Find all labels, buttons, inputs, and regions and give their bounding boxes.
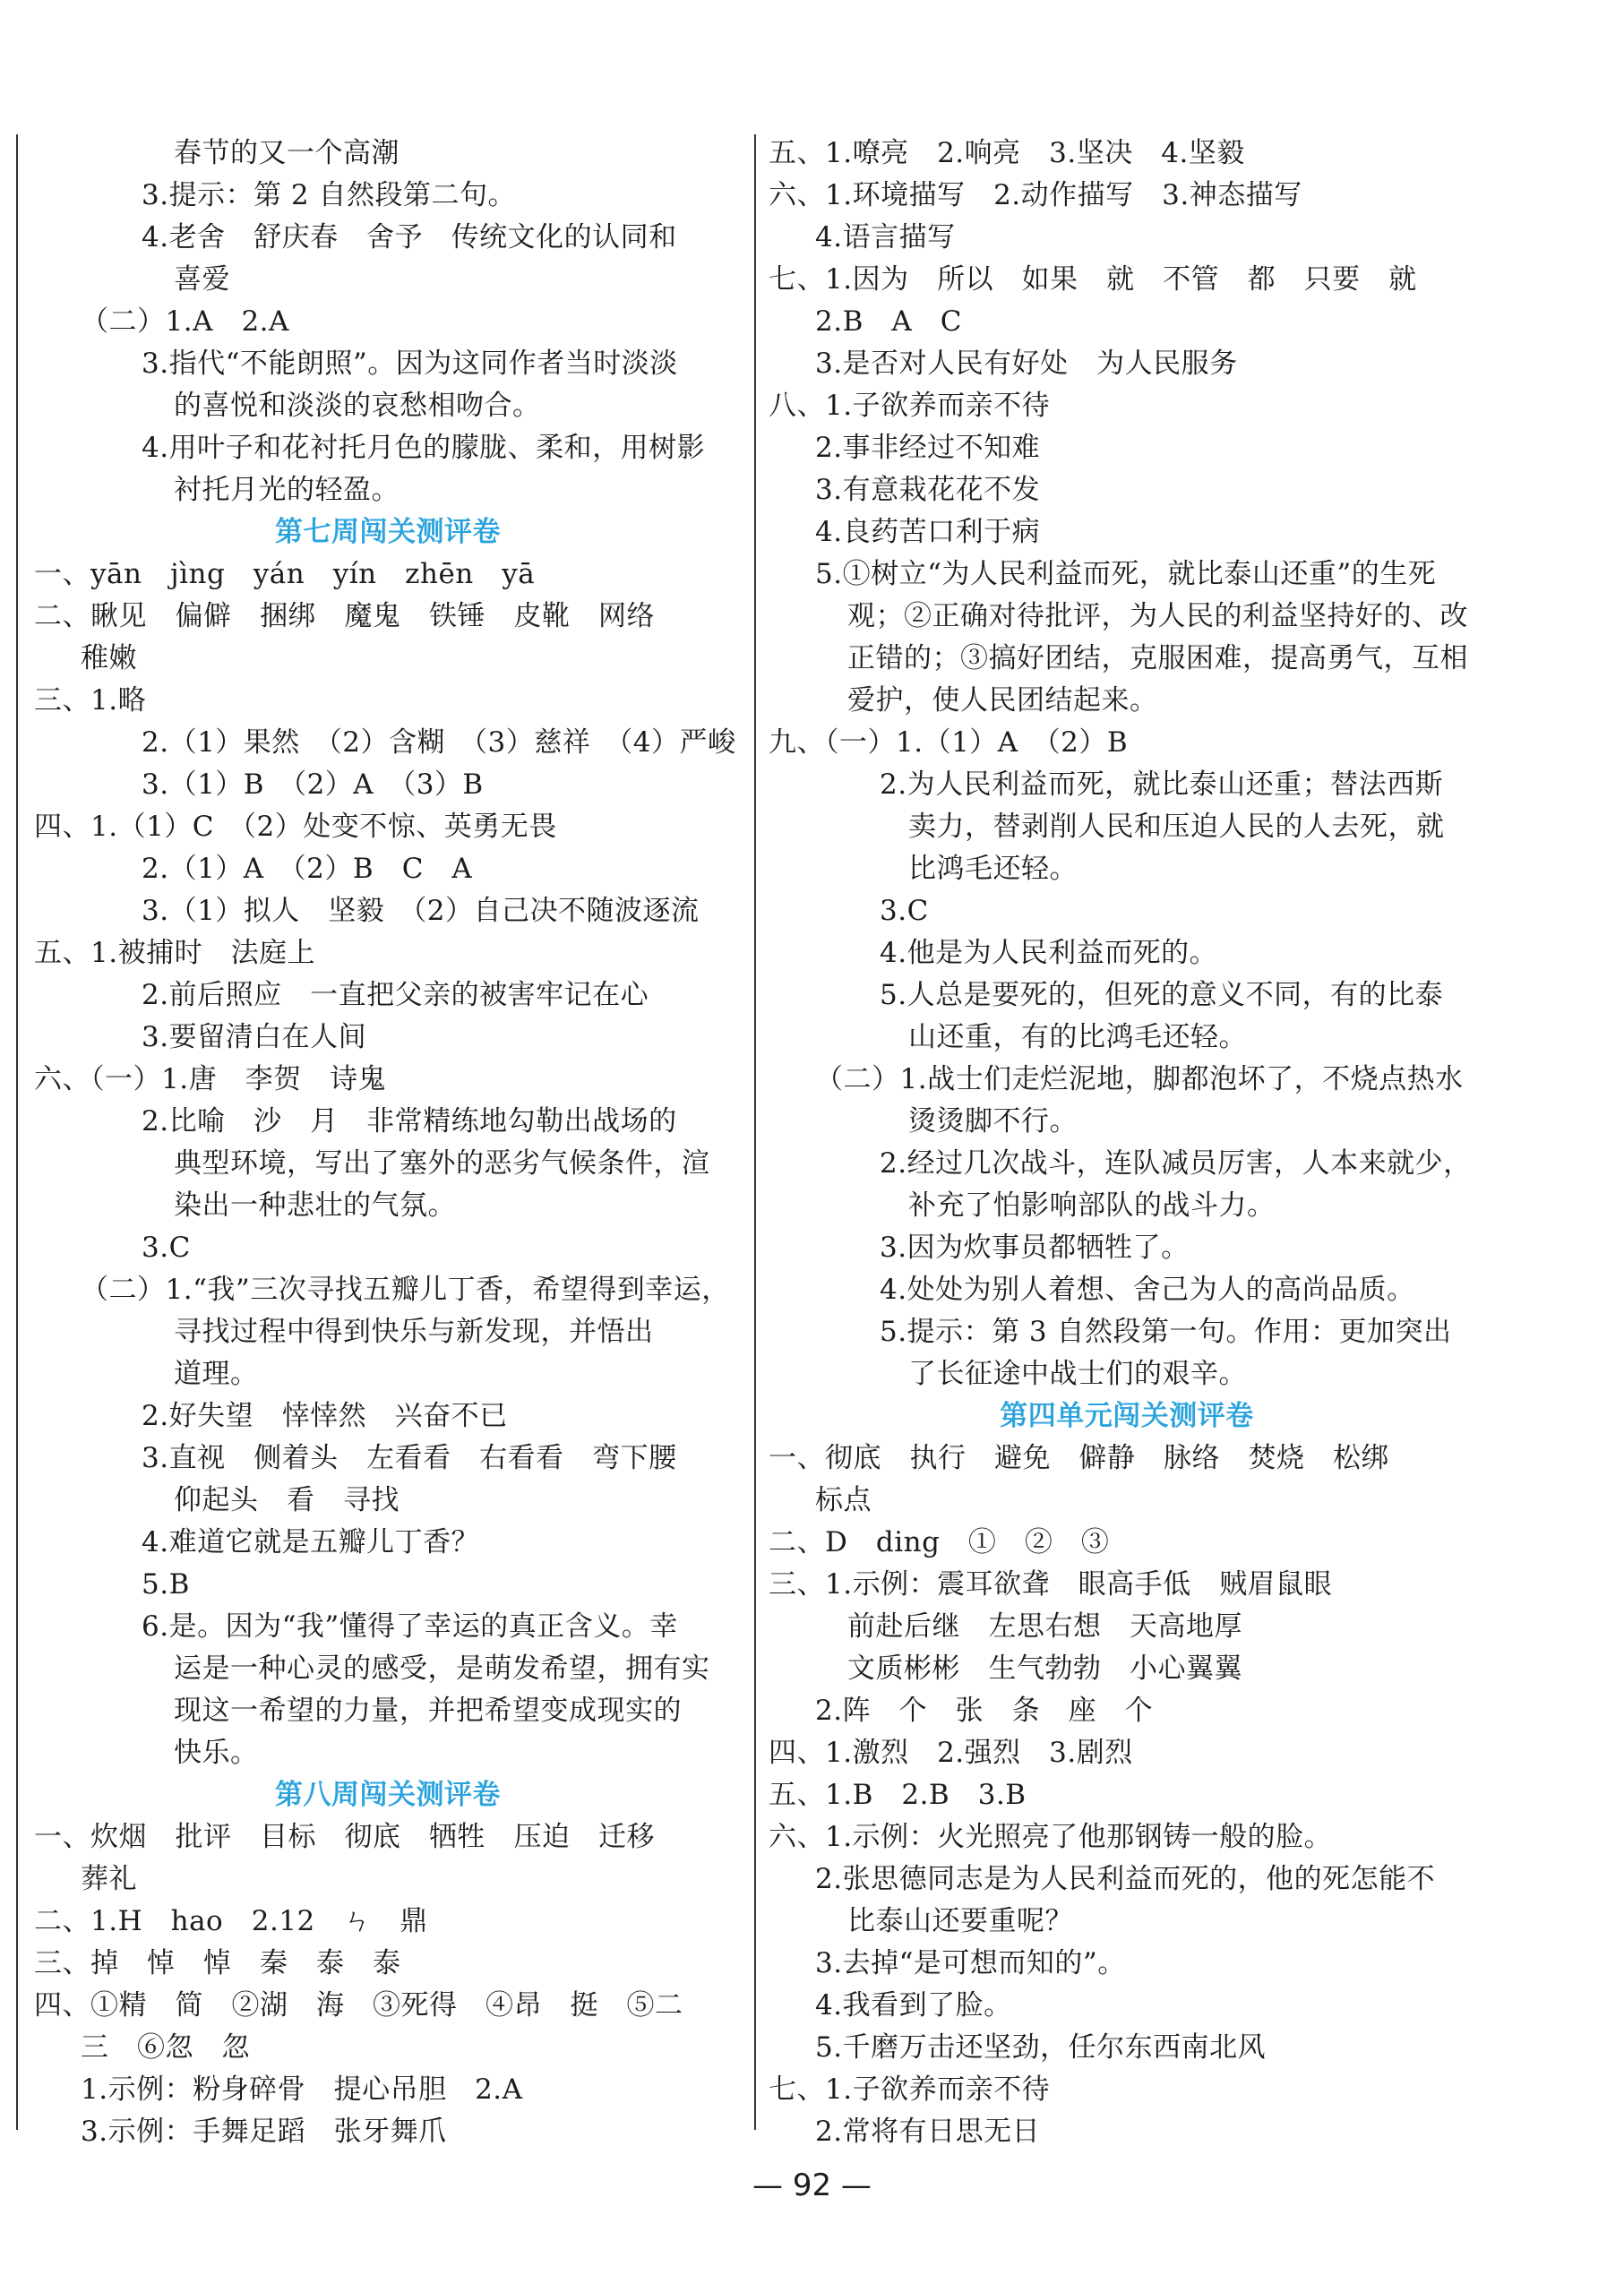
answer-line: 四、1.（1）C （2）处变不惊、英勇无畏 — [34, 811, 557, 843]
answer-line: 的喜悦和淡淡的哀愁相吻合。 — [174, 390, 541, 422]
section-title: 第四单元闯关测评卷 — [1000, 1400, 1254, 1432]
answer-line: 现这一希望的力量，并把希望变成现实的 — [174, 1695, 682, 1727]
answer-line: 一、炊烟 批评 目标 彻底 牺牲 压迫 迁移 — [34, 1821, 655, 1853]
answer-line: 道理。 — [174, 1358, 259, 1390]
answer-line: 寻找过程中得到快乐与新发现，并悟出 — [174, 1316, 654, 1348]
answer-line: 爱护，使人民团结起来。 — [847, 684, 1158, 717]
answer-line: 一、彻底 执行 避免 僻静 脉络 焚烧 松绑 — [769, 1442, 1389, 1474]
section-title: 第七周闯关测评卷 — [275, 516, 501, 548]
answer-line: 五、1.B 2.B 3.B — [769, 1779, 1027, 1811]
answer-line: 2.为人民利益而死，就比泰山还重；替法西斯 — [880, 768, 1444, 801]
answer-line: 4.语言描写 — [815, 221, 956, 253]
answer-line: 染出一种悲壮的气氛。 — [174, 1189, 456, 1222]
answer-line: 仰起头 看 寻找 — [174, 1484, 400, 1516]
answer-line: 比鸿毛还轻。 — [908, 853, 1078, 885]
answer-line: 快乐。 — [174, 1737, 259, 1769]
answer-line: 2.B A C — [815, 305, 962, 338]
left-column — [34, 133, 742, 2153]
left-margin-rule — [16, 134, 18, 2130]
answer-line: 五、1.嘹亮 2.响亮 3.坚决 4.坚毅 — [769, 137, 1245, 169]
answer-line: 典型环境，写出了塞外的恶劣气候条件，渲 — [174, 1147, 710, 1180]
answer-line: 2.常将有日思无日 — [815, 2116, 1041, 2148]
answer-line: 卖力，替剥削人民和压迫人民的人去死，就 — [908, 811, 1445, 843]
answer-line: 二、1.H hao 2.12 ㄣ 鼎 — [34, 1905, 428, 1937]
answer-line: 补充了怕影响部队的战斗力。 — [908, 1189, 1276, 1222]
answer-line: 2.前后照应 一直把父亲的被害牢记在心 — [142, 979, 649, 1011]
answer-line: 山还重，有的比鸿毛还轻。 — [908, 1021, 1247, 1053]
answer-line: 葬礼 — [81, 1863, 137, 1895]
answer-line: （二）1.A 2.A — [81, 305, 289, 338]
answer-line: 二、D ding ① ② ③ — [769, 1526, 1110, 1558]
answer-line: 3.因为炊事员都牺牲了。 — [880, 1232, 1190, 1264]
answer-line: 2.事非经过不知难 — [815, 432, 1041, 464]
answer-line: 1.示例：粉身碎骨 提心吊胆 2.A — [81, 2073, 523, 2106]
answer-line: （二）1.战士们走烂泥地，脚都泡坏了，不烧点热水 — [815, 1063, 1464, 1095]
answer-line: 四、①精 简 ②湖 海 ③死得 ④昂 挺 ⑤二 — [34, 1989, 683, 2022]
answer-line: 烫烫脚不行。 — [908, 1105, 1078, 1137]
answer-line: 5.提示：第 3 自然段第一句。作用：更加突出 — [880, 1316, 1452, 1348]
answer-line: 二、瞅见 偏僻 捆绑 魔鬼 铁锤 皮靴 网络 — [34, 600, 655, 632]
answer-line: 三 ⑥忽 忽 — [81, 2031, 250, 2064]
answer-line: 3.示例：手舞足蹈 张牙舞爪 — [81, 2116, 447, 2148]
answer-line: 3.要留清白在人间 — [142, 1021, 367, 1053]
answer-line: 三、1.示例：震耳欲聋 眼高手低 贼眉鼠眼 — [769, 1568, 1333, 1601]
page-number: — 92 — — [752, 2168, 872, 2203]
answer-line: 6.是。因为“我”懂得了幸运的真正含义。幸 — [142, 1610, 678, 1643]
answer-line: 2.好失望 悻悻然 兴奋不已 — [142, 1400, 508, 1432]
answer-line: 2.（1）A （2）B C A — [142, 853, 473, 885]
right-column — [769, 133, 1485, 2153]
answer-line: 六、1.环境描写 2.动作描写 3.神态描写 — [769, 179, 1302, 211]
answer-line: 前赴后继 左思右想 天高地厚 — [847, 1610, 1242, 1643]
answer-line: 4.他是为人民利益而死的。 — [880, 937, 1218, 969]
answer-line: 3.有意栽花花不发 — [815, 474, 1041, 506]
answer-line: 正错的；③搞好团结，克服困难，提高勇气，互相 — [847, 642, 1468, 674]
answer-line: 稚嫩 — [81, 642, 137, 674]
answer-line: 衬托月光的轻盈。 — [174, 474, 400, 506]
answer-line: 4.老舍 舒庆春 舍予 传统文化的认同和 — [142, 221, 677, 253]
answer-line: 5.千磨万击还坚劲，任尔东西南北风 — [815, 2031, 1267, 2064]
answer-line: 春节的又一个高潮 — [174, 137, 400, 169]
answer-line: 2.张思德同志是为人民利益而死的，他的死怎能不 — [815, 1863, 1436, 1895]
answer-line: 三、1.略 — [34, 684, 147, 717]
answer-line: 喜爱 — [174, 263, 230, 296]
answer-line: 七、1.因为 所以 如果 就 不管 都 只要 就 — [769, 263, 1417, 296]
answer-line: 标点 — [815, 1484, 872, 1516]
answer-line: 4.用叶子和花衬托月色的朦胧、柔和，用树影 — [142, 432, 706, 464]
answer-line: 3.直视 侧着头 左看看 右看看 弯下腰 — [142, 1442, 677, 1474]
answer-line: 六、1.示例：火光照亮了他那钢铸一般的脸。 — [769, 1821, 1333, 1853]
answer-line: 5.B — [142, 1568, 190, 1601]
answer-line: 八、1.子欲养而亲不待 — [769, 390, 1051, 422]
answer-line: 观；②正确对待批评，为人民的利益坚持好的、改 — [847, 600, 1468, 632]
answer-line: （二）1.“我”三次寻找五瓣儿丁香，希望得到幸运， — [81, 1274, 730, 1306]
answer-line: 4.我看到了脸。 — [815, 1989, 1012, 2022]
answer-line: 4.良药苦口利于病 — [815, 516, 1041, 548]
answer-line: 2.经过几次战斗，连队减员厉害，人本来就少， — [880, 1147, 1472, 1180]
section-title: 第八周闯关测评卷 — [275, 1779, 501, 1811]
answer-line: 六、（一）1.唐 李贺 诗鬼 — [34, 1063, 387, 1095]
answer-line: 5.①树立“为人民利益而死，就比泰山还重”的生死 — [815, 558, 1437, 590]
column-divider — [754, 134, 756, 2130]
answer-line: 比泰山还要重呢？ — [847, 1905, 1073, 1937]
answer-line: 5.人总是要死的，但死的意义不同，有的比泰 — [880, 979, 1444, 1011]
answer-line: 3.（1）拟人 坚毅 （2）自己决不随波逐流 — [142, 895, 700, 927]
answer-line: 3.C — [142, 1232, 191, 1264]
answer-line: 九、（一）1.（1）A （2）B — [769, 726, 1129, 759]
answer-line: 3.C — [880, 895, 929, 927]
answer-line: 3.（1）B （2）A （3）B — [142, 768, 484, 801]
answer-line: 4.难道它就是五瓣儿丁香？ — [142, 1526, 480, 1558]
answer-line: 三、掉 悼 悼 秦 泰 泰 — [34, 1947, 401, 1979]
answer-line: 3.去掉“是可想而知的”。 — [815, 1947, 1126, 1979]
answer-line: 五、1.被捕时 法庭上 — [34, 937, 316, 969]
answer-line: 一、yān jìng yán yín zhēn yā — [34, 558, 536, 590]
answer-line: 四、1.激烈 2.强烈 3.剧烈 — [769, 1737, 1133, 1769]
answer-line: 3.指代“不能朗照”。因为这同作者当时淡淡 — [142, 348, 678, 380]
answer-line: 2.阵 个 张 条 座 个 — [815, 1695, 1154, 1727]
answer-line: 2.比喻 沙 月 非常精练地勾勒出战场的 — [142, 1105, 677, 1137]
answer-line: 3.提示：第 2 自然段第二句。 — [142, 179, 517, 211]
answer-line: 2.（1）果然 （2）含糊 （3）慈祥 （4）严峻 — [142, 726, 736, 759]
answer-line: 4.处处为别人着想、舍己为人的高尚品质。 — [880, 1274, 1415, 1306]
answer-line: 七、1.子欲养而亲不待 — [769, 2073, 1051, 2106]
answer-line: 了长征途中战士们的艰辛。 — [908, 1358, 1247, 1390]
answer-line: 运是一种心灵的感受，是萌发希望，拥有实 — [174, 1652, 710, 1685]
answer-line: 3.是否对人民有好处 为人民服务 — [815, 348, 1238, 380]
answer-line: 文质彬彬 生气勃勃 小心翼翼 — [847, 1652, 1242, 1685]
